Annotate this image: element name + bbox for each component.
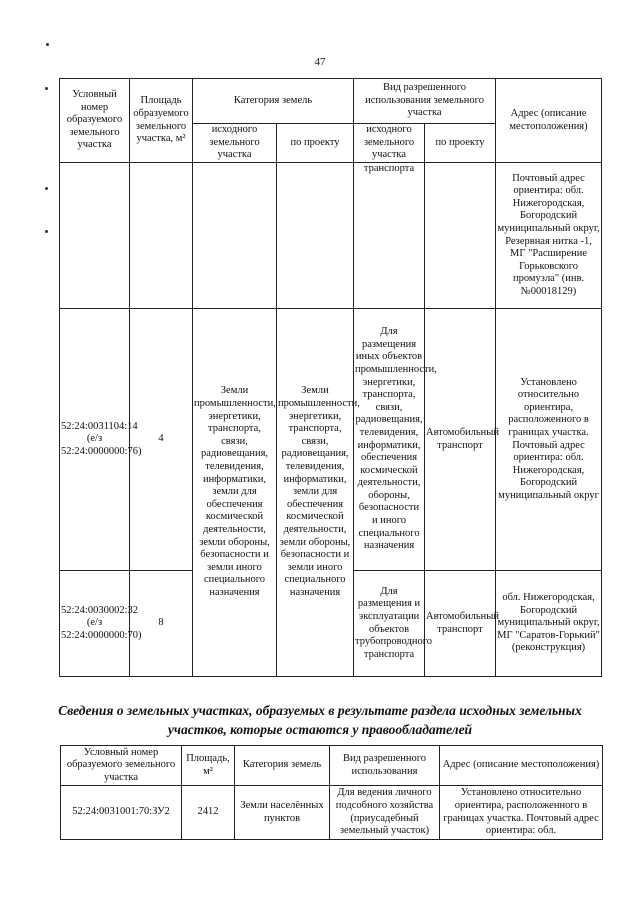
- row1-use-original: транспорта: [354, 163, 425, 309]
- row3-cadastral-no: 52:24:0030002:32 (е/з 52:24:0000000:70): [60, 571, 130, 677]
- header-area: Площадь образуемого земельного участка, м²: [130, 79, 193, 163]
- row2-address: Установлено относительно ориентира, расположенного в границах участка. Почтовый адрес ориентира: обл. Нижегородская, Богородский муниципальный округ: [496, 309, 602, 571]
- header-use: Вид разрешенного использования земельного участка: [354, 79, 496, 124]
- cell-empty: [60, 163, 130, 309]
- t2-row1-address: Установлено относительно ориентира, расположенного в границах участка. Почтовый адрес ориентира: обл.: [440, 786, 603, 840]
- scan-speck: [45, 187, 48, 190]
- row2-area: 4: [130, 309, 193, 571]
- row3-use-original: Для размещения и эксплуатации объектов трубопроводного транспорта: [354, 571, 425, 677]
- row3-address: обл. Нижегородская, Богородский муниципальный округ, МГ "Саратов-Горький" (реконструкция): [496, 571, 602, 677]
- land-plots-table: [59, 78, 602, 677]
- cell-empty: [130, 163, 193, 309]
- t2-header-address: Адрес (описание местоположения): [440, 746, 603, 786]
- scan-speck: [45, 230, 48, 233]
- cell-empty: [193, 163, 277, 309]
- t2-row1-category: Земли населённых пунктов: [235, 786, 330, 840]
- row2-category-project: Земли промышленности, энергетики, транспорта, связи, радиовещания, телевидения, информатики, земли для обеспечения космической деятельности, земли обороны, безопасности и земли иного специального назначения: [277, 309, 354, 677]
- row3-use-project: Автомобильный транспорт: [425, 571, 496, 677]
- t2-row1-cadastral-no: 52:24:0031001:70:ЗУ2: [61, 786, 182, 840]
- t2-header-area: Площадь, м²: [182, 746, 235, 786]
- header-cadastral-no: Условный номер образуемого земельного участка: [60, 79, 130, 163]
- page-number: 47: [314, 56, 326, 68]
- row1-address: Почтовый адрес ориентира: обл. Нижегородская, Богородский муниципальный округ, Резервная нитка -1, МГ "Расширение Горьковского промузла" (инв.№00018129): [496, 163, 602, 309]
- row2-use-original: Для размещения иных объектов промышленности, энергетики, транспорта, связи, радиовещания, телевидения, информатики, обеспечения космической деятельности, обороны, безопасности и иного специального назначения: [354, 309, 425, 571]
- t2-header-category: Категория земель: [235, 746, 330, 786]
- t2-row1-area: 2412: [182, 786, 235, 840]
- header-category-original: исходного земельного участка: [193, 124, 277, 163]
- header-category: Категория земель: [193, 79, 354, 124]
- remaining-plots-table: [60, 745, 603, 840]
- row2-use-project: Автомобильный транспорт: [425, 309, 496, 571]
- header-use-project: по проекту: [425, 124, 496, 163]
- t2-header-use: Вид разрешенного использования: [330, 746, 440, 786]
- cell-empty: [277, 163, 354, 309]
- row2-category-original: Земли промышленности, энергетики, транспорта, связи, радиовещания, телевидения, информатики, земли для обеспечения космической деятельности, земли обороны, безопасности и земли иного специального назначения: [193, 309, 277, 677]
- cell-empty: [425, 163, 496, 309]
- header-address: Адрес (описание местоположения): [496, 79, 602, 163]
- t2-row1-use: Для ведения личного подсобного хозяйства (приусадебный земельный участок): [330, 786, 440, 840]
- scan-speck: [46, 43, 49, 46]
- t2-header-cadastral-no: Условный номер образуемого земельного участка: [61, 746, 182, 786]
- header-use-original: исходного земельного участка: [354, 124, 425, 163]
- header-category-project: по проекту: [277, 124, 354, 163]
- scan-speck: [45, 87, 48, 90]
- row2-cadastral-no: 52:24:0031104:14 (е/з 52:24:0000000:76): [60, 309, 130, 571]
- row3-area: 8: [130, 571, 193, 677]
- section-heading: Сведения о земельных участках, образуемых в результате раздела исходных земельных участков, которые остаются у правообладателей: [58, 703, 582, 737]
